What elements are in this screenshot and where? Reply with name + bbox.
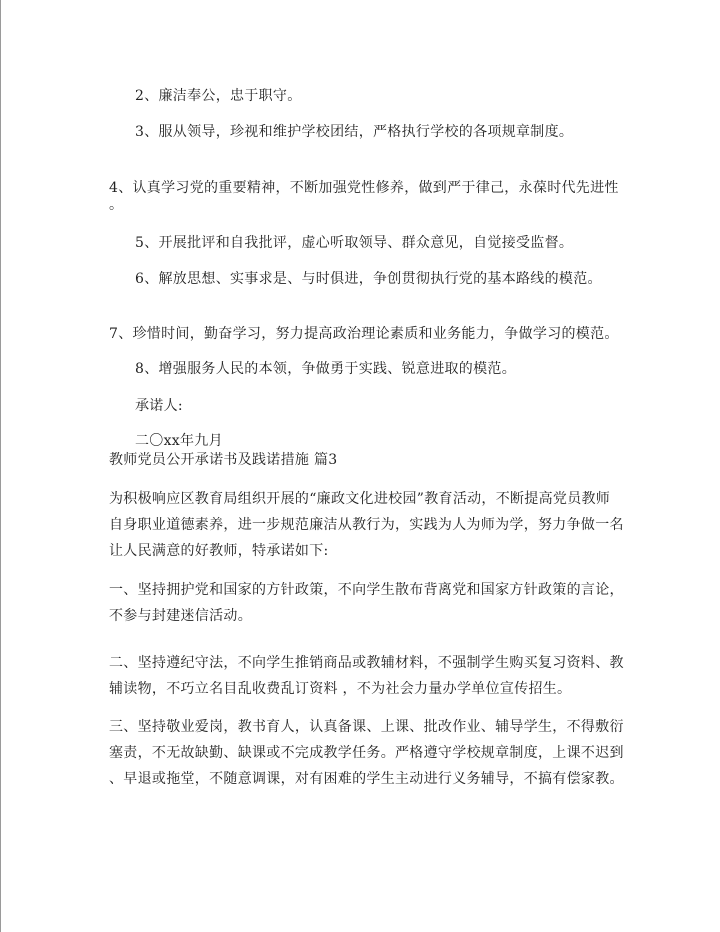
pledge-3-line: 三、坚持敬业爱岗，教书育人，认真备课、上课、批改作业、辅导学生，不得敷衍	[109, 719, 624, 735]
intro-line: 让人民满意的好教师，特承诺如下:	[109, 543, 329, 559]
pledge-item-4-line-1: 4、认真学习党的重要精神，不断加强党性修养，做到严于律己，永葆时代先进性	[109, 180, 619, 196]
section-heading: 教师党员公开承诺书及践诺措施 篇3	[109, 452, 338, 468]
pledge-item-8: 8、增强服务人民的本领，争做勇于实践、锐意进取的模范。	[135, 361, 517, 377]
pledge-paragraph-1	[109, 577, 624, 629]
pledge-item-7: 7、珍惜时间，勤奋学习，努力提高政治理论素质和业务能力，争做学习的模范。	[109, 326, 619, 342]
pledge-item-6: 6、解放思想、实事求是、与时俱进，争创贯彻执行党的基本路线的模范。	[135, 271, 602, 287]
pledge-3-line: 塞责，不无故缺勤、缺课或不完成教学任务。严格遵守学校规章制度，上课不迟到	[109, 745, 624, 761]
pledge-paragraph-3	[109, 714, 624, 792]
pledge-item-2: 2、廉洁奉公，忠于职守。	[135, 88, 302, 104]
pledge-item-5: 5、开展批评和自我批评，虚心听取领导、群众意见，自觉接受监督。	[135, 235, 574, 251]
pledge-paragraph-2	[109, 650, 624, 702]
pledge-item-3: 3、服从领导，珍视和维护学校团结，严格执行学校的各项规章制度。	[135, 124, 574, 140]
pledge-3-line: 、早退或拖堂，不随意调课，对有困难的学生主动进行义务辅导，不搞有偿家教。	[109, 771, 624, 787]
pledge-1-line: 一、坚持拥护党和国家的方针政策，不向学生散布背离党和国家方针政策的言论，	[109, 582, 624, 598]
signature-label: 承诺人:	[135, 398, 183, 414]
pledge-1-line: 不参与封建迷信活动。	[109, 608, 252, 624]
intro-paragraph	[109, 486, 624, 564]
intro-line: 自身职业道德素养，进一步规范廉洁从教行为，实践为人为师为学，努力争做一名	[109, 517, 624, 533]
pledge-date: 二〇xx年九月	[135, 433, 223, 449]
pledge-item-4-line-2: 。	[109, 197, 124, 213]
pledge-2-line: 辅读物，不巧立名目乱收费乱订资料 ，不为社会力量办学单位宣传招生。	[109, 681, 572, 697]
pledge-2-line: 二、坚持遵纪守法，不向学生推销商品或教辅材料，不强制学生购买复习资料、教	[109, 655, 624, 671]
intro-line: 为积极响应区教育局组织开展的“廉政文化进校园”教育活动，不断提高党员教师	[109, 491, 611, 507]
